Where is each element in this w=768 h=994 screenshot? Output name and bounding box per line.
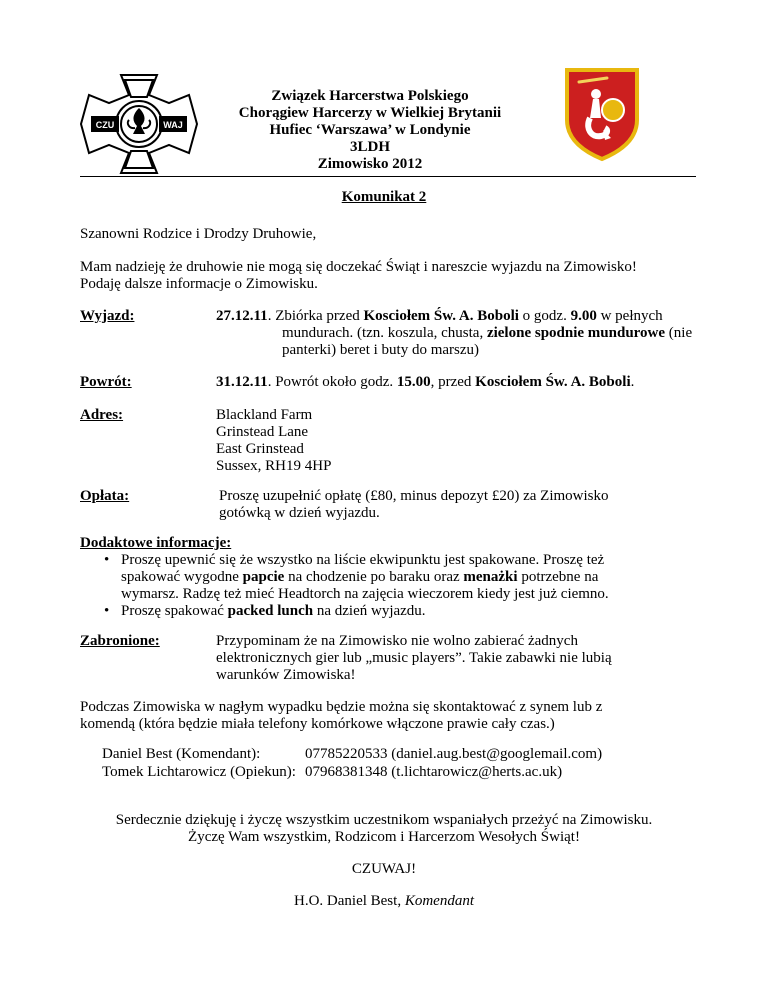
forbidden-line-2: elektronicznych gier lub „music players”. Takie zabawki nie lubią xyxy=(216,650,612,666)
document-title: Komunikat 2 xyxy=(341,189,427,205)
bullet-2-text-1: Proszę spakować xyxy=(121,603,228,619)
departure-date: 27.12.11 xyxy=(216,308,268,324)
departure-text-2: o godz. xyxy=(518,308,571,324)
emergency-line-2: komendą (która będzie miała telefony komórkowe włączone prawie cały czas.) xyxy=(80,716,555,732)
departure-label: Wyjazd: xyxy=(80,308,135,324)
return-date: 31.12.11 xyxy=(216,374,268,390)
bullet-icon: • xyxy=(104,552,110,568)
departure-time: 9.00 xyxy=(570,308,597,324)
contact-row xyxy=(102,746,602,764)
contact-row xyxy=(102,764,602,782)
address-line: Grinstead Lane xyxy=(216,424,309,440)
address-block xyxy=(216,407,696,475)
fee-line-2: gotówką w dzień wyjazdu. xyxy=(219,505,380,521)
departure-place: Kosciołem Św. A. Boboli xyxy=(363,308,519,324)
forbidden-label: Zabronione: xyxy=(80,633,160,649)
forbidden-line-3: warunków Zimowiska! xyxy=(216,667,356,683)
address-label: Adres: xyxy=(80,407,124,423)
additional-info-list xyxy=(80,552,700,620)
fee-details xyxy=(219,488,699,522)
czuwaj-greeting: CZUWAJ! xyxy=(351,861,417,877)
address-line: East Grinstead xyxy=(216,441,304,457)
forbidden-line-1: Przypominam że na Zimowisko nie wolno zabierać żadnych xyxy=(216,633,578,649)
departure-text-3: w pełnych mundurach. (tzn. koszula, chusta, xyxy=(282,308,663,341)
scout-cross-logo xyxy=(77,71,201,177)
bullet-1-slippers: papcie xyxy=(242,569,285,585)
return-place: Kosciołem Św. A. Boboli xyxy=(475,374,631,390)
header-troop: 3LDH xyxy=(349,139,390,155)
contact-name: Daniel Best (Komendant): xyxy=(102,746,261,762)
bullet-2-text-2: na dzień wyjazdu. xyxy=(313,603,426,619)
return-text-1: . Powrót około godz. xyxy=(267,374,397,390)
bullet-2-lunch: packed lunch xyxy=(227,603,314,619)
departure-trousers: zielone spodnie mundurowe xyxy=(486,325,666,341)
bullet-1-text-3: potrzebne na wymarsz. Radzę też mieć Headtorch na zajęcia wieczorem kiedy jest już ciemno. xyxy=(121,569,609,602)
warsaw-crest-logo xyxy=(563,66,641,162)
closing-wishes xyxy=(0,812,768,846)
header-event: Zimowisko 2012 xyxy=(317,156,423,172)
signature-name: H.O. Daniel Best, xyxy=(294,893,405,909)
bullet-1-text-1: Proszę upewnić się że wszystko na liście ekwipunktu jest spakowane. Proszę też spakować wygodne xyxy=(121,552,605,585)
forbidden-details xyxy=(216,633,696,684)
departure-details xyxy=(216,308,716,359)
return-text-3: . xyxy=(630,374,635,390)
fee-line-1: Proszę uzupełnić opłatę (£80, minus depozyt £20) za Zimowisko xyxy=(219,488,609,504)
header-banner: Chorągiew Harcerzy w Wielkiej Brytanii xyxy=(238,105,502,121)
header-organization: Związek Harcerstwa Polskiego xyxy=(271,88,469,104)
bullet-1-text-2: na chodzenie po baraku oraz xyxy=(284,569,464,585)
bullet-1-messtins: menażki xyxy=(463,569,518,585)
intro-paragraph xyxy=(80,259,700,293)
closing-line-1: Serdecznie dziękuję i życzę wszystkim uczestnikom wspaniałych przeżyć na Zimowisku. xyxy=(115,812,653,828)
fee-label: Opłata: xyxy=(80,488,130,504)
closing-line-2: Życzę Wam wszystkim, Rodzicom i Harcerzom Wesołych Świąt! xyxy=(188,829,580,845)
cross-left-text: CZU xyxy=(95,120,115,130)
departure-text-4: (nie panterki) beret i buty do marszu) xyxy=(282,325,693,358)
signature xyxy=(0,893,768,910)
contacts-list xyxy=(102,746,602,782)
departure-text-1: . Zbiórka przed xyxy=(267,308,364,324)
signature-role: Komendant xyxy=(404,893,474,909)
header-hufiec: Hufiec ‘Warszawa’ w Londynie xyxy=(269,122,471,138)
additional-info-heading: Dodaktowe informacje: xyxy=(80,535,232,551)
contact-info: 07968381348 (t.lichtarowicz@herts.ac.uk) xyxy=(305,764,563,780)
bullet-icon: • xyxy=(104,603,110,619)
return-label: Powrót: xyxy=(80,374,132,390)
address-line: Sussex, RH19 4HP xyxy=(216,458,332,474)
emergency-paragraph xyxy=(80,699,700,733)
contact-info: 07785220533 (daniel.aug.best@googlemail.com) xyxy=(305,746,603,762)
emergency-line-1: Podczas Zimowiska w nagłym wypadku będzie można się skontaktować z synem lub z xyxy=(80,699,603,715)
return-details xyxy=(216,374,696,391)
intro-line-1: Mam nadzieję że druhowie nie mogą się doczekać Świąt i nareszcie wyjazdu na Zimowisko! xyxy=(80,259,637,275)
cross-right-text: WAJ xyxy=(163,120,183,130)
list-item xyxy=(80,552,641,603)
header-divider xyxy=(80,176,696,177)
greeting: Szanowni Rodzice i Drodzy Druhowie, xyxy=(80,226,317,242)
intro-line-2: Podaję dalsze informacje o Zimowisku. xyxy=(80,276,318,292)
return-time: 15.00 xyxy=(396,374,431,390)
contact-name: Tomek Lichtarowicz (Opiekun): xyxy=(102,764,296,780)
letterhead xyxy=(200,88,540,173)
address-line: Blackland Farm xyxy=(216,407,313,423)
return-text-2: , przed xyxy=(430,374,476,390)
list-item xyxy=(80,603,700,620)
